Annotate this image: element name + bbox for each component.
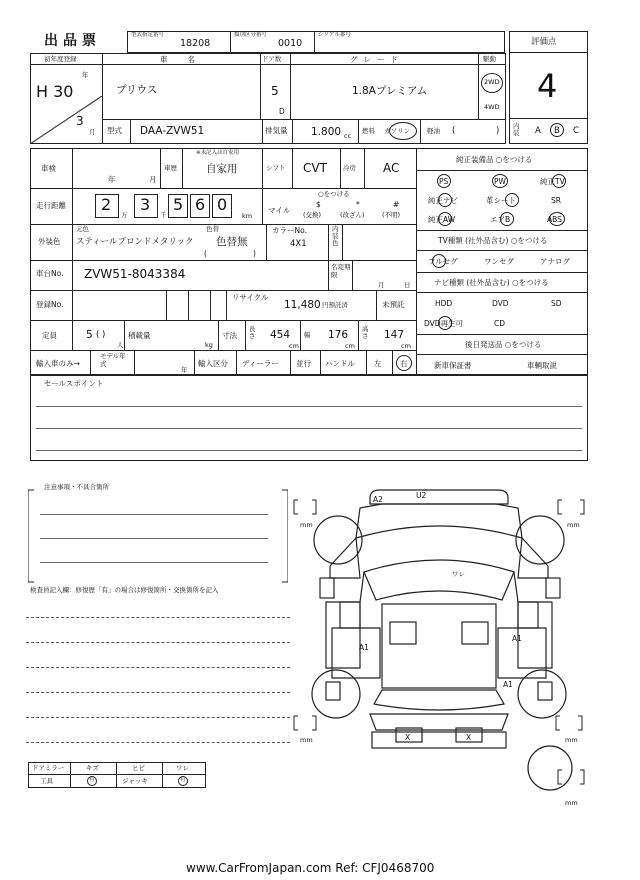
car-name-label: 車名 [160, 55, 215, 64]
width-label: 幅 [304, 331, 311, 339]
recycle-unit: 円預託済 [322, 301, 348, 309]
doors-value: 5 [271, 84, 279, 98]
length-label: 長さ [249, 325, 256, 341]
sales-point-box [30, 375, 588, 461]
history-label: 車歴 [164, 164, 177, 172]
inspector-label: 検査員記入欄：修復歴「有」の場合は修復箇所・交換箇所を記入 [30, 586, 219, 594]
serial-label: シリアル番号 [318, 32, 351, 38]
repaint-value: 色替無 [216, 236, 248, 248]
mileage-man: 万 [121, 211, 128, 219]
legend-tools: 工具 [40, 777, 53, 785]
mileage-digit-1: 2 [101, 195, 112, 214]
equip-ps-circle [437, 174, 451, 188]
doors-suffix: D [279, 107, 285, 116]
original-color-value: スティールブロンドメタリック [76, 237, 194, 247]
exterior-label: 外装色 [38, 237, 61, 246]
mileage-digit-5: 0 [217, 195, 228, 214]
color-no-label: カラーNo. [272, 226, 307, 235]
damage-label-a1-left: A1 [359, 643, 369, 652]
interior-label: 内装 [513, 122, 520, 138]
genuine-header: 純正装備品 ○をつける [456, 155, 533, 164]
recycle-unpaid: 未預託 [382, 300, 405, 309]
grade-value: 1.8Aプレミアム [352, 85, 428, 97]
original-color-label: 元色 [76, 225, 89, 233]
model-label: 型式 [107, 126, 122, 135]
dims-label: 寸法 [222, 331, 237, 340]
damage-label-a2: A2 [373, 495, 383, 504]
tire-mm-rr: mm [565, 736, 578, 744]
first-reg-slash [30, 96, 102, 144]
width-unit: cm [345, 342, 355, 350]
later-warranty: 新車保証書 [434, 361, 472, 370]
tire-mm-fl: mm [300, 521, 313, 529]
first-reg-label: 初年度登録 [44, 55, 77, 63]
interior-a: A [535, 126, 541, 136]
history-note: ※未記入は自家用 [196, 150, 240, 156]
grade-score-label: 評価点 [531, 37, 557, 47]
tire-mm-fr: mm [567, 521, 580, 529]
sales-point-label: セールスポイント [44, 379, 104, 388]
repaint-paren-close: ) [253, 249, 256, 258]
equip-airbag-circle [500, 212, 514, 226]
class-label: 類別区分番号 [234, 32, 268, 38]
equip-abs-circle [549, 212, 565, 226]
cooling-label: 冷房 [343, 164, 356, 172]
inspection-month-unit: 月 [149, 175, 157, 184]
first-reg-era: H 30 [36, 82, 74, 101]
capacity-value: 5 [86, 329, 93, 341]
equip-aw: 純正AW [428, 215, 456, 224]
import-type-label: 輸入区分 [198, 359, 228, 368]
model-cert-value: 18208 [180, 38, 211, 49]
name-change-day: 日 [404, 281, 411, 289]
tire-mm-spare: mm [565, 799, 578, 807]
meter-opt1: $ [316, 200, 321, 209]
footer-ref: www.CarFromJapan.com Ref: CFJ0468700 [186, 861, 435, 875]
height-label: 高さ [362, 325, 369, 341]
interior-color-label: 内装色 [332, 225, 339, 248]
form-title: 出品票 [44, 33, 101, 49]
first-reg-month: 3 [76, 114, 84, 128]
color-no-value: 4X1 [290, 239, 307, 249]
right-label: 右 [400, 359, 408, 368]
meter-opt3: # [393, 200, 400, 209]
damage-label-u2: U2 [416, 491, 427, 500]
damage-label-a1-right: A1 [512, 634, 522, 643]
tire-mm-rl: mm [300, 736, 313, 744]
navi-hdd: HDD [435, 299, 453, 308]
drive-2wd: 2WD [484, 78, 500, 86]
length-value: 454 [270, 329, 291, 341]
inspection-label: 車検 [41, 164, 56, 173]
class-value: 0010 [278, 38, 303, 49]
name-change-month: 月 [378, 281, 385, 289]
displacement-label: 排気量 [265, 126, 288, 135]
interior-b: B [554, 126, 560, 136]
equip-airbag: エアB [490, 215, 511, 224]
capacity-label: 定員 [42, 331, 57, 340]
equip-pw: PW [494, 177, 506, 186]
equip-sr: SR [551, 196, 561, 205]
drive-4wd: 4WD [484, 103, 500, 111]
legend-mirror: ドアミラー [32, 764, 65, 772]
meter-opt2-sub: (改ざん) [340, 211, 365, 219]
grade-label: グレード [350, 55, 404, 64]
left-label: 左 [374, 359, 382, 368]
mileage-sen: 千 [160, 211, 167, 219]
interior-c: C [573, 126, 579, 136]
car-name-value: プリウス [116, 84, 158, 96]
caution-bracket [28, 483, 288, 586]
height-value: 147 [384, 329, 405, 341]
fuel-close: ) [496, 126, 500, 136]
legend-crack: ヒビ [132, 764, 145, 772]
capacity-unit: 人 [117, 341, 124, 349]
tv-fullseg-circle [432, 254, 446, 268]
width-value: 176 [328, 329, 349, 341]
meter-check-note: ○をつける [318, 190, 350, 198]
name-change-label: 名変期限 [331, 263, 351, 279]
caution-label: 注意事項・不具合箇所 [44, 483, 109, 491]
fuel-open: ( [452, 126, 456, 136]
equip-pw-circle [492, 174, 508, 188]
chassis-label: 車台No. [36, 269, 64, 278]
mileage-label: 走行距離 [36, 201, 66, 210]
equip-abs: ABS [547, 215, 562, 224]
displacement-value: 1.800 [311, 126, 342, 138]
equip-ps: PS [439, 177, 449, 186]
later-manual: 車輌取説 [527, 361, 557, 370]
tv-analog: アナログ [540, 257, 570, 266]
reg-no-label: 登録No. [36, 300, 64, 309]
parallel-label: 並行 [296, 359, 311, 368]
fuel-gasoline: ガソリン [384, 127, 410, 135]
car-damage-diagram [290, 478, 630, 818]
history-value: 自家用 [206, 163, 238, 175]
repaint-paren-open: ( [204, 249, 207, 258]
tv-fullseg: フルセグ [428, 257, 458, 266]
navi-dvd-play-circle [438, 316, 452, 330]
drive-label: 駆動 [483, 55, 496, 63]
damage-label-a1-rear: A1 [503, 680, 513, 689]
navi-sd: SD [551, 299, 562, 308]
later-header: 後日発送品 ○をつける [465, 340, 542, 349]
repaint-label: 色替 [206, 225, 219, 233]
equip-tv-circle [552, 174, 566, 188]
legend-jack-yes: 有 [180, 777, 186, 783]
fuel-diesel: 軽油 [427, 127, 440, 135]
tv-header: TV種類 (社外品含む) ○をつける [438, 236, 548, 245]
handle-label: ハンドル [325, 359, 355, 368]
displacement-unit: cc [344, 132, 352, 140]
recycle-value: 11,480 [284, 299, 321, 311]
recycle-label-1: リサイクル [232, 293, 269, 302]
damage-label-ware: ワレ [452, 570, 465, 578]
model-year-label: モデル年式 [100, 352, 126, 368]
equip-navi: 純正ナビ [428, 196, 458, 205]
damage-label-x-right: X [466, 733, 472, 742]
import-label: 輸入車のみ→ [36, 359, 80, 368]
cooling-value: AC [383, 161, 400, 175]
meter-opt2: * [356, 200, 360, 209]
length-unit: cm [289, 342, 299, 350]
shift-value: CVT [303, 161, 327, 175]
model-year-unit: 年 [181, 366, 188, 374]
equip-leather: 革シート [486, 196, 516, 205]
load-unit: kg [205, 341, 213, 349]
inspection-year-unit: 年 [108, 175, 116, 184]
grade-score-value: 4 [537, 67, 558, 105]
tv-oneseg: ワンセグ [484, 257, 514, 266]
dealer-label: ディーラー [242, 359, 279, 368]
equip-aw-circle [438, 212, 452, 226]
height-unit: cm [401, 342, 411, 350]
load-label: 積載量 [128, 331, 151, 340]
legend-tools-yes: 有 [89, 777, 95, 783]
legend-scratch: キズ [86, 764, 99, 772]
fuel-label: 燃料 [362, 127, 375, 135]
legend-jack: ジャッキ [122, 777, 148, 785]
meter-opt3-sub: (不明) [382, 211, 401, 219]
capacity-paren: ( ) [96, 330, 106, 340]
doors-label: ドア数 [262, 55, 282, 63]
mileage-digit-3: 5 [173, 195, 184, 214]
navi-dvd-play: DVD再生可 [424, 319, 464, 328]
meter-opt1-sub: (交換) [303, 211, 322, 219]
first-reg-year-unit: 年 [82, 71, 89, 79]
damage-label-x-left: X [405, 733, 411, 742]
legend-break: ワレ [176, 764, 189, 772]
mileage-digit-2: 3 [140, 195, 151, 214]
equip-tv: 純正TV [540, 177, 565, 186]
mileage-digit-4: 6 [195, 195, 206, 214]
model-value: DAA-ZVW51 [140, 125, 205, 137]
model-cert-label: 型式指定番号 [131, 32, 165, 38]
mileage-unit: km [242, 212, 253, 220]
navi-dvd: DVD [492, 299, 509, 308]
navi-header: ナビ種類 (社外品含む) ○をつける [434, 278, 549, 287]
shift-label: シフト [266, 164, 286, 172]
first-reg-month-unit: 月 [89, 128, 96, 136]
chassis-value: ZVW51-8043384 [84, 267, 186, 281]
meter-mile-label: マイル [268, 206, 291, 215]
equip-leather-circle [505, 193, 519, 207]
navi-cd: CD [494, 319, 506, 328]
equip-navi-circle [438, 193, 452, 207]
